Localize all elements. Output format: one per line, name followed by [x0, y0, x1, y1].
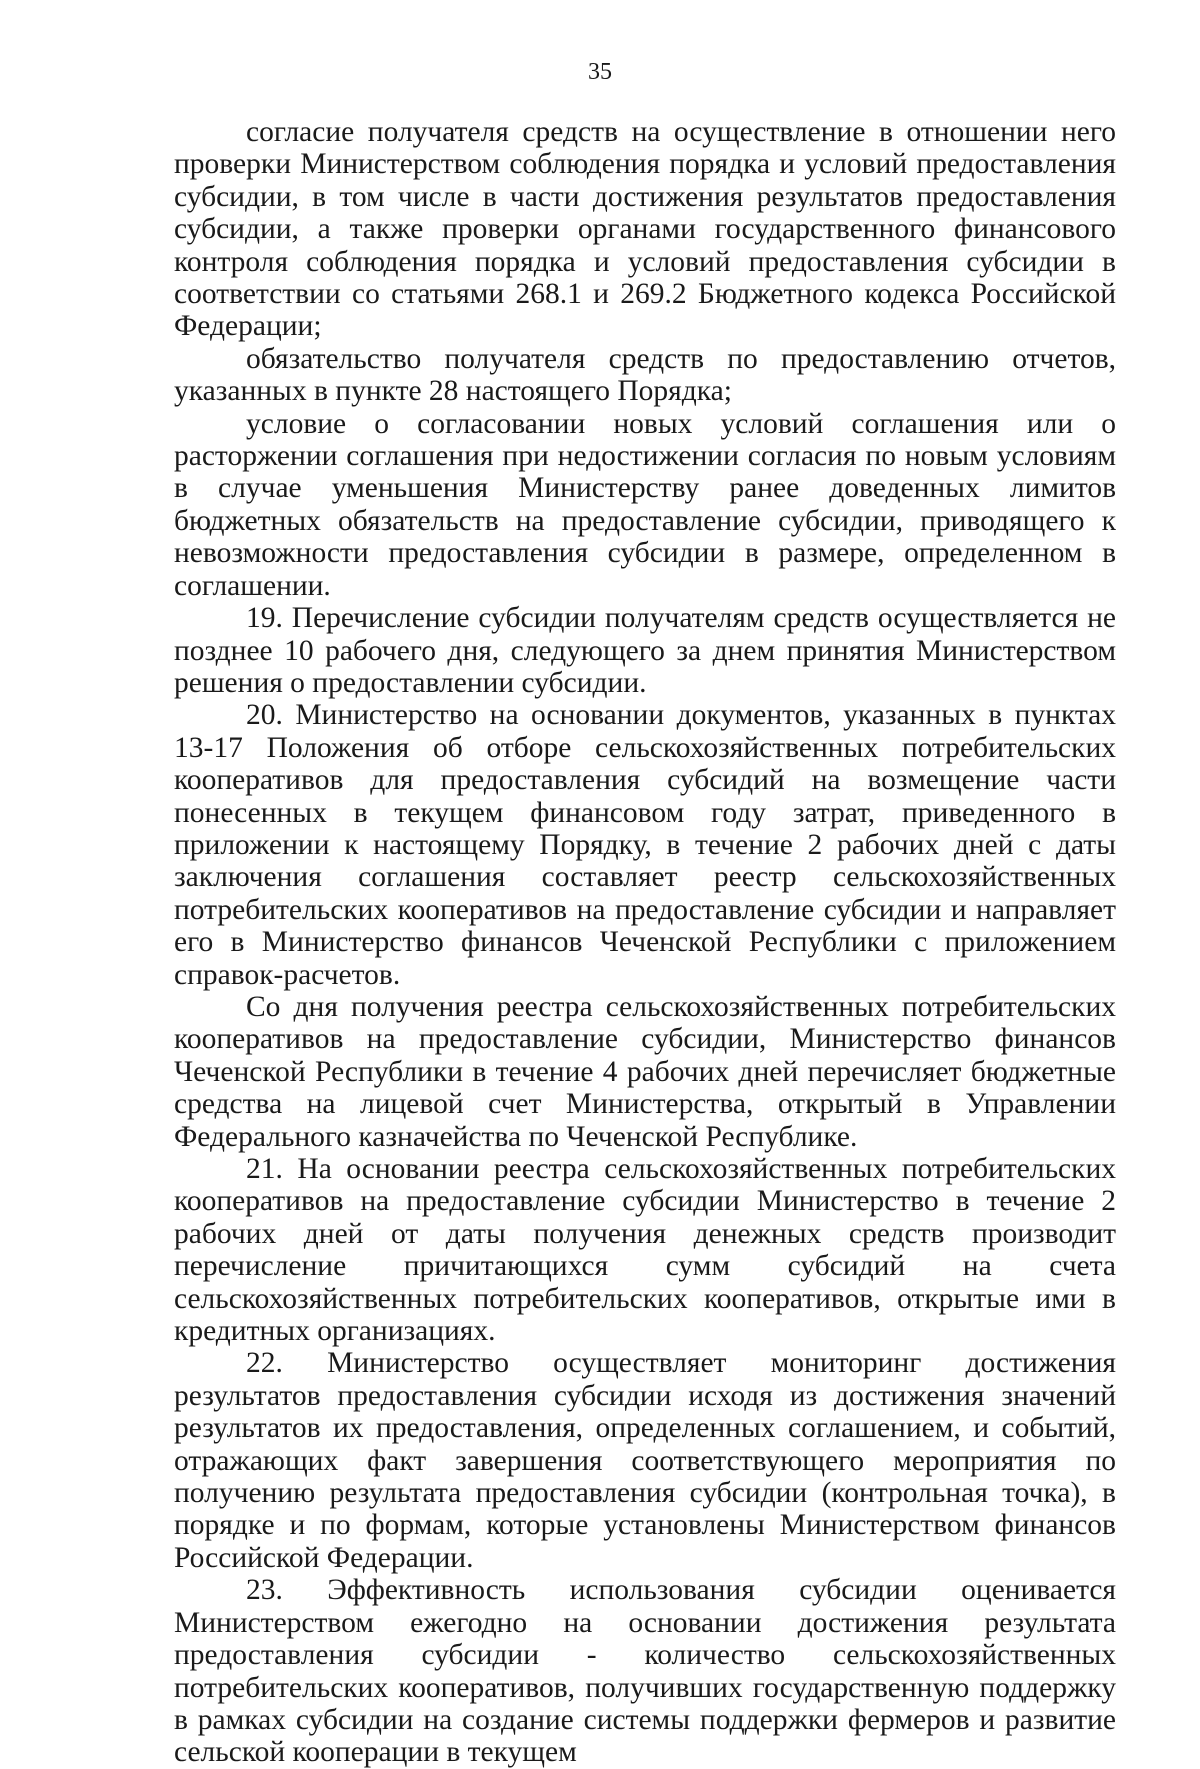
page-number: 35 — [588, 59, 612, 85]
paragraph-item-23: 23. Эффективность использования субсидии оценивается Министерством ежегодно на основании достижения результата предоставления субсидии - количество сельскохозяйственных потребительских кооперативов, получивших государственную поддержку в рамках субсидии на создание системы поддержки фермеров и развитие сельской кооперации в текущем — [174, 1574, 1116, 1769]
paragraph-reporting-obligation: обязательство получателя средств по предоставлению отчетов, указанных в пункте 28 настоящего Порядка; — [174, 342, 1116, 408]
paragraph-ministry-finance-transfer: Со дня получения реестра сельскохозяйственных потребительских кооперативов на предоставление субсидии, Министерство финансов Чеченской Республики в течение 4 рабочих дней перечисляет бюджетные средства на лицевой счет Министерства, открытый в Управлении Федерального казначейства по Чеченской Республике. — [174, 990, 1116, 1153]
paragraph-item-19: 19. Перечисление субсидии получателям средств осуществляется не позднее 10 рабочего дня, следующего за днем принятия Министерством решения о предоставлении субсидии. — [174, 602, 1116, 699]
paragraph-item-21: 21. На основании реестра сельскохозяйственных потребительских кооперативов на предоставление субсидии Министерство в течение 2 рабочих дней от даты получения денежных средств производит перечисление причитающихся сумм субсидий на счета сельскохозяйственных потребительских кооперативов, открытые ими в кредитных организациях. — [174, 1153, 1116, 1348]
paragraph-item-20: 20. Министерство на основании документов, указанных в пунктах 13-17 Положения об отборе сельскохозяйственных потребительских кооперативов для предоставления субсидий на возмещение части понесенных в текущем финансовом году затрат, приведенного в приложении к настоящему Порядку, в течение 2 рабочих дней с даты заключения соглашения составляет реестр сельскохозяйственных потребительских кооперативов на предоставление субсидии и направляет его в Министерство финансов Чеченской Республики с приложением справок-расчетов. — [174, 699, 1116, 991]
document-body — [174, 116, 1116, 1769]
paragraph-item-22: 22. Министерство осуществляет мониторинг достижения результатов предоставления субсидии исходя из достижения значений результатов их предоставления, определенных соглашением, и событий, отражающих факт завершения соответствующего мероприятия по получению результата предоставления субсидии (контрольная точка), в порядке и по формам, которые установлены Министерством финансов Российской Федерации. — [174, 1347, 1116, 1574]
paragraph-agreement-conditions: условие о согласовании новых условий соглашения или о расторжении соглашения при недостижении согласия по новым условиям в случае уменьшения Министерству ранее доведенных лимитов бюджетных обязательств на предоставление субсидии, приводящего к невозможности предоставления субсидии в размере, определенном в соглашении. — [174, 407, 1116, 602]
paragraph-consent-verification: согласие получателя средств на осуществление в отношении него проверки Министерством соблюдения порядка и условий предоставления субсидии, в том числе в части достижения результатов предоставления субсидии, а также проверки органами государственного финансового контроля соблюдения порядка и условий предоставления субсидии в соответствии со статьями 268.1 и 269.2 Бюджетного кодекса Российской Федерации; — [174, 116, 1116, 343]
